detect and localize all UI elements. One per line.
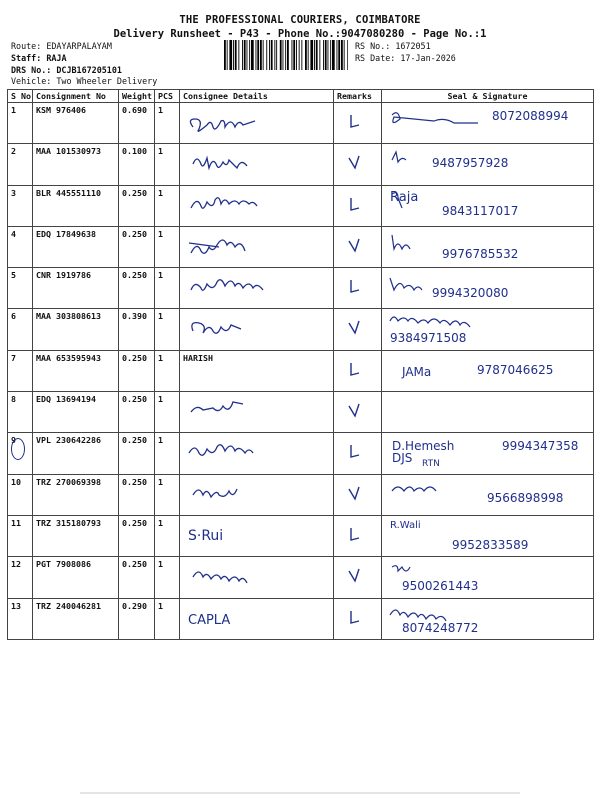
cell-sno bbox=[8, 598, 33, 639]
consignee-handwriting bbox=[183, 150, 323, 180]
cell-weight-text: 0.250 bbox=[122, 559, 147, 570]
cell-seal bbox=[382, 557, 594, 598]
cell-weight bbox=[119, 309, 155, 350]
cell-consignment bbox=[33, 433, 119, 474]
cell-seal bbox=[382, 433, 594, 474]
cell-consignment-text: TRZ 315180793 bbox=[36, 517, 101, 528]
rs-no-label: RS No.: bbox=[355, 41, 391, 51]
cell-consignment bbox=[33, 185, 119, 226]
cell-consignment-text: MAA 653595943 bbox=[36, 352, 101, 363]
cell-pcs-text: 1 bbox=[158, 600, 163, 611]
cell-pcs bbox=[155, 392, 180, 433]
col-sno: S No bbox=[8, 90, 33, 103]
cell-weight bbox=[119, 350, 155, 391]
rs-no-value: 1672051 bbox=[395, 41, 431, 51]
cell-sno bbox=[8, 226, 33, 267]
cell-weight-text: 0.250 bbox=[122, 352, 147, 363]
cell-sno-text: 7 bbox=[11, 352, 16, 363]
table-row bbox=[8, 185, 594, 226]
consignee-handwriting bbox=[183, 274, 323, 304]
cell-weight-text: 0.100 bbox=[122, 146, 147, 157]
cell-consignment-text: EDQ 13694194 bbox=[36, 394, 96, 405]
cell-pcs-text: 1 bbox=[158, 476, 163, 487]
signature-name: JAMa bbox=[402, 364, 432, 379]
signature-phone-number: 9500261443 bbox=[402, 579, 479, 594]
cell-sno bbox=[8, 268, 33, 309]
cell-pcs bbox=[155, 350, 180, 391]
cell-remarks bbox=[334, 598, 382, 639]
cell-sno bbox=[8, 474, 33, 515]
cell-weight bbox=[119, 515, 155, 556]
cell-consignee-text: HARISH bbox=[183, 352, 213, 363]
cell-consignment bbox=[33, 103, 119, 144]
cell-pcs-text: 1 bbox=[158, 559, 163, 570]
cell-sno-text: 3 bbox=[11, 187, 16, 198]
cell-consignment-text: MAA 303808613 bbox=[36, 311, 101, 322]
cell-weight bbox=[119, 598, 155, 639]
cell-weight bbox=[119, 226, 155, 267]
col-pcs: PCS bbox=[155, 90, 180, 103]
cell-consignment-text: EDQ 17849638 bbox=[36, 228, 96, 239]
col-weight: Weight bbox=[119, 90, 155, 103]
signature-name: R.Wali bbox=[390, 519, 421, 531]
drs-label: DRS No.: bbox=[11, 65, 52, 75]
cell-remarks bbox=[334, 103, 382, 144]
cell-remarks bbox=[334, 144, 382, 185]
cell-consignee bbox=[180, 309, 334, 350]
table-row bbox=[8, 515, 594, 556]
cell-pcs-text: 1 bbox=[158, 352, 163, 363]
consignee-handwriting bbox=[183, 233, 323, 263]
cell-consignment bbox=[33, 557, 119, 598]
col-consignee: Consignee Details bbox=[180, 90, 334, 103]
cell-consignee bbox=[180, 557, 334, 598]
consignee-handwriting bbox=[183, 109, 323, 139]
cell-sno-text: 12 bbox=[11, 559, 21, 570]
cell-consignee bbox=[180, 392, 334, 433]
cell-pcs bbox=[155, 144, 180, 185]
signature-phone-number: 9843117017 bbox=[442, 203, 519, 218]
rs-date-value: 17-Jan-2026 bbox=[400, 53, 456, 63]
circle-mark bbox=[11, 438, 25, 460]
cell-sno-text: 4 bbox=[11, 228, 16, 239]
rs-no-line bbox=[355, 41, 431, 52]
cell-pcs-text: 1 bbox=[158, 311, 163, 322]
signature-phone-number: 9384971508 bbox=[390, 331, 467, 346]
consignee-handwriting bbox=[183, 439, 323, 469]
cell-consignment-text: CNR 1919786 bbox=[36, 270, 91, 281]
cell-remarks bbox=[334, 474, 382, 515]
signature-extra-2: RTN bbox=[422, 459, 440, 470]
cell-consignment-text: KSM 976406 bbox=[36, 105, 86, 115]
cell-consignment bbox=[33, 144, 119, 185]
cell-remarks bbox=[334, 309, 382, 350]
cell-sno-text: 9 bbox=[11, 435, 16, 446]
cell-pcs bbox=[155, 598, 180, 639]
cell-weight bbox=[119, 268, 155, 309]
table-row bbox=[8, 226, 594, 267]
cell-consignee bbox=[180, 598, 334, 639]
cell-pcs bbox=[155, 433, 180, 474]
runsheet-table bbox=[7, 89, 594, 640]
col-remarks: Remarks bbox=[334, 90, 382, 103]
cell-sno bbox=[8, 350, 33, 391]
company-title: THE PROFESSIONAL COURIERS, COIMBATORE bbox=[179, 14, 421, 26]
cell-remarks bbox=[334, 226, 382, 267]
cell-remarks bbox=[334, 433, 382, 474]
cell-pcs bbox=[155, 309, 180, 350]
vehicle-line bbox=[11, 76, 157, 87]
signature-phone-number: 8074248772 bbox=[402, 620, 479, 635]
cell-sno bbox=[8, 515, 33, 556]
table-row bbox=[8, 103, 594, 144]
footer-rule bbox=[80, 792, 520, 800]
remark-tick-mark bbox=[337, 518, 377, 550]
cell-consignment-text: VPL 230642286 bbox=[36, 435, 101, 446]
vehicle-label: Vehicle: bbox=[11, 76, 52, 86]
staff-label: Staff: bbox=[11, 53, 42, 63]
cell-pcs bbox=[155, 557, 180, 598]
cell-weight bbox=[119, 557, 155, 598]
cell-remarks bbox=[334, 350, 382, 391]
cell-sno-text: 6 bbox=[11, 311, 16, 322]
remark-tick-mark bbox=[337, 601, 377, 633]
cell-weight bbox=[119, 474, 155, 515]
remark-tick-mark bbox=[337, 229, 377, 261]
cell-seal bbox=[382, 309, 594, 350]
remark-tick-mark bbox=[337, 435, 377, 467]
cell-pcs-text: 1 bbox=[158, 394, 163, 405]
consignee-handwriting bbox=[183, 563, 323, 593]
signature-extra: DJS bbox=[392, 451, 413, 466]
cell-pcs bbox=[155, 185, 180, 226]
cell-weight bbox=[119, 185, 155, 226]
table-header-row bbox=[8, 90, 594, 103]
table-row bbox=[8, 557, 594, 598]
cell-seal bbox=[382, 350, 594, 391]
signature-name: Raja bbox=[390, 189, 419, 205]
cell-consignee bbox=[180, 433, 334, 474]
table-row bbox=[8, 433, 594, 474]
remark-tick-mark bbox=[337, 188, 377, 220]
cell-consignment-text: BLR 445551110 bbox=[36, 187, 101, 198]
remark-tick-mark bbox=[337, 477, 377, 509]
cell-consignee bbox=[180, 474, 334, 515]
cell-sno bbox=[8, 185, 33, 226]
cell-remarks bbox=[334, 392, 382, 433]
cell-weight bbox=[119, 144, 155, 185]
cell-weight-text: 0.250 bbox=[122, 435, 147, 446]
cell-consignment bbox=[33, 268, 119, 309]
remark-tick-mark bbox=[337, 394, 377, 426]
cell-consignee bbox=[180, 185, 334, 226]
cell-weight-text: 0.250 bbox=[122, 394, 147, 405]
cell-pcs-text: 1 bbox=[158, 517, 163, 528]
barcode bbox=[224, 40, 348, 70]
cell-remarks bbox=[334, 185, 382, 226]
route-line bbox=[11, 41, 112, 52]
cell-weight bbox=[119, 392, 155, 433]
consignee-handwriting bbox=[183, 192, 323, 222]
cell-seal bbox=[382, 515, 594, 556]
cell-sno-text: 13 bbox=[11, 600, 21, 611]
cell-pcs bbox=[155, 268, 180, 309]
remark-tick-mark bbox=[337, 105, 377, 137]
cell-seal bbox=[382, 226, 594, 267]
cell-weight-text: 0.250 bbox=[122, 476, 147, 487]
cell-sno-text: 10 bbox=[11, 476, 21, 487]
cell-remarks bbox=[334, 268, 382, 309]
remark-tick-mark bbox=[337, 270, 377, 302]
drs-line bbox=[11, 65, 122, 76]
cell-sno-text: 1 bbox=[11, 105, 16, 115]
table-row bbox=[8, 350, 594, 391]
cell-weight-text: 0.250 bbox=[122, 270, 147, 281]
signature-phone-number: 9952833589 bbox=[452, 537, 529, 552]
cell-sno-text: 11 bbox=[11, 517, 21, 528]
cell-sno bbox=[8, 309, 33, 350]
vehicle-value: Two Wheeler Delivery bbox=[56, 76, 158, 86]
col-consignment: Consignment No bbox=[33, 90, 119, 103]
table-row bbox=[8, 268, 594, 309]
cell-pcs bbox=[155, 226, 180, 267]
cell-sno bbox=[8, 103, 33, 144]
consignee-handwritten-name: S·Rui bbox=[188, 527, 224, 544]
cell-consignment bbox=[33, 474, 119, 515]
cell-pcs-text: 1 bbox=[158, 187, 163, 198]
cell-seal bbox=[382, 144, 594, 185]
cell-pcs bbox=[155, 515, 180, 556]
cell-sno bbox=[8, 392, 33, 433]
cell-weight bbox=[119, 103, 155, 144]
table-row bbox=[8, 309, 594, 350]
cell-pcs-text: 1 bbox=[158, 105, 163, 115]
remark-tick-mark bbox=[337, 146, 377, 178]
signature-phone-number: 9566898998 bbox=[487, 490, 564, 505]
cell-consignee bbox=[180, 226, 334, 267]
cell-consignment-text: TRZ 270069398 bbox=[36, 476, 101, 487]
consignee-handwriting bbox=[183, 481, 323, 511]
signature-phone-number: 9994320080 bbox=[432, 286, 509, 301]
cell-weight-text: 0.390 bbox=[122, 311, 147, 322]
cell-consignee bbox=[180, 144, 334, 185]
cell-pcs-text: 1 bbox=[158, 228, 163, 239]
signature-phone-number: 9976785532 bbox=[442, 246, 519, 261]
cell-weight bbox=[119, 433, 155, 474]
rs-date-label: RS Date: bbox=[355, 53, 396, 63]
signature-phone-number: 8072088994 bbox=[492, 109, 569, 123]
cell-consignment bbox=[33, 226, 119, 267]
cell-consignment bbox=[33, 309, 119, 350]
signature-name: D.Hemesh bbox=[392, 439, 455, 454]
cell-consignee bbox=[180, 103, 334, 144]
cell-consignment-text: PGT 7908086 bbox=[36, 559, 91, 570]
cell-weight-text: 0.250 bbox=[122, 228, 147, 239]
signature-phone-number: 9787046625 bbox=[477, 362, 554, 377]
cell-sno-text: 5 bbox=[11, 270, 16, 281]
cell-consignment bbox=[33, 392, 119, 433]
cell-seal bbox=[382, 392, 594, 433]
cell-consignee bbox=[180, 268, 334, 309]
route-label: Route: bbox=[11, 41, 42, 51]
consignee-handwriting bbox=[183, 398, 323, 428]
signature-phone-number: 9994347358 bbox=[502, 439, 579, 454]
cell-sno-text: 2 bbox=[11, 146, 16, 157]
col-seal: Seal & Signature bbox=[382, 90, 594, 103]
cell-pcs bbox=[155, 474, 180, 515]
table-row bbox=[8, 392, 594, 433]
cell-weight-text: 0.250 bbox=[122, 517, 147, 528]
cell-weight-text: 0.290 bbox=[122, 600, 147, 611]
remark-tick-mark bbox=[337, 353, 377, 385]
cell-consignee bbox=[180, 515, 334, 556]
cell-pcs-text: 1 bbox=[158, 435, 163, 446]
consignee-handwritten-name: CAPLA bbox=[188, 612, 231, 628]
remark-tick-mark bbox=[337, 559, 377, 591]
cell-seal bbox=[382, 185, 594, 226]
signature-phone-number: 9487957928 bbox=[432, 156, 509, 171]
remark-tick-mark bbox=[337, 311, 377, 343]
cell-consignment bbox=[33, 350, 119, 391]
cell-seal bbox=[382, 598, 594, 639]
cell-consignment bbox=[33, 515, 119, 556]
cell-remarks bbox=[334, 557, 382, 598]
staff-line bbox=[11, 53, 66, 64]
cell-remarks bbox=[334, 515, 382, 556]
cell-pcs-text: 1 bbox=[158, 146, 163, 157]
cell-seal bbox=[382, 474, 594, 515]
cell-weight-text: 0.690 bbox=[122, 105, 147, 115]
cell-consignment bbox=[33, 598, 119, 639]
cell-pcs bbox=[155, 103, 180, 144]
cell-sno bbox=[8, 557, 33, 598]
drs-value: DCJB167205101 bbox=[56, 65, 122, 75]
cell-sno bbox=[8, 144, 33, 185]
cell-weight-text: 0.250 bbox=[122, 187, 147, 198]
runsheet-subtitle: Delivery Runsheet - P43 - Phone No.:9047080280 - Page No.:1 bbox=[113, 28, 487, 40]
table-row bbox=[8, 598, 594, 639]
staff-value: RAJA bbox=[46, 53, 67, 63]
cell-pcs-text: 1 bbox=[158, 270, 163, 281]
rs-date-line bbox=[355, 53, 456, 64]
cell-seal bbox=[382, 268, 594, 309]
cell-sno bbox=[8, 433, 33, 474]
cell-sno-text: 8 bbox=[11, 394, 16, 405]
table-row bbox=[8, 144, 594, 185]
route-value: EDAYARPALAYAM bbox=[46, 41, 112, 51]
consignee-handwriting bbox=[183, 315, 323, 345]
cell-consignment-text: TRZ 240046281 bbox=[36, 600, 101, 611]
cell-consignee bbox=[180, 350, 334, 391]
table-row bbox=[8, 474, 594, 515]
cell-seal bbox=[382, 103, 594, 144]
cell-consignment-text: MAA 101530973 bbox=[36, 146, 101, 157]
